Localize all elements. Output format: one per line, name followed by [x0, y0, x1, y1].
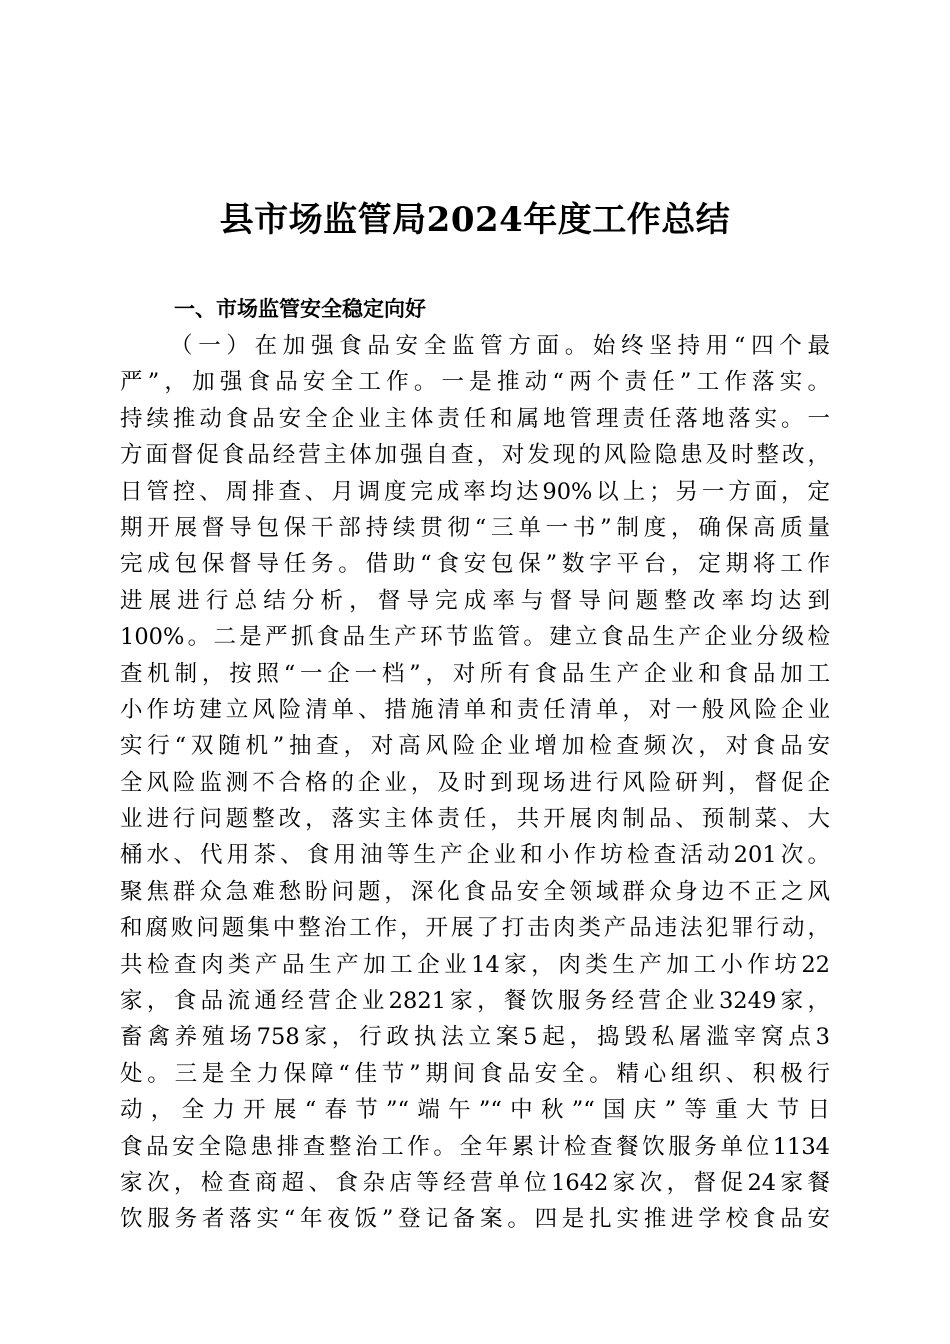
paragraph-line: 家次，检查商超、食杂店等经营单位1642家次，督促24家餐	[120, 1169, 830, 1196]
paragraph-line: 动，全力开展“春节”“端午”“中秋”“国庆”等重大节日	[120, 1097, 830, 1124]
document-title: 县市场监管局2024年度工作总结	[219, 200, 731, 240]
paragraph-line: 处。三是全力保障“佳节”期间食品安全。精心组织、积极行	[120, 1060, 830, 1087]
paragraph-line: 家，食品流通经营企业2821家，餐饮服务经营企业3249家，	[120, 988, 830, 1015]
paragraph-line: 畜禽养殖场758家，行政执法立案5起，捣毁私屠滥宰窝点3	[120, 1024, 830, 1051]
paragraph-line: 持续推动食品安全企业主体责任和属地管理责任落地落实。一	[120, 405, 830, 432]
paragraph-line: 和腐败问题集中整治工作，开展了打击肉类产品违法犯罪行动，	[120, 915, 830, 942]
body-paragraph	[120, 328, 830, 1238]
paragraph-line: 100%。二是严抓食品生产环节监管。建立食品生产企业分级检	[120, 624, 830, 651]
paragraph-line: 业进行问题整改，落实主体责任，共开展肉制品、预制菜、大	[120, 806, 830, 833]
paragraph-line: 日管控、周排查、月调度完成率均达90%以上；另一方面，定	[120, 478, 830, 505]
section-heading: 一、市场监管安全稳定向好	[174, 297, 426, 321]
paragraph-line: 查机制，按照“一企一档”，对所有食品生产企业和食品加工	[120, 660, 830, 687]
paragraph-line: 共检查肉类产品生产加工企业14家，肉类生产加工小作坊22	[120, 951, 830, 978]
paragraph-line: 严”，加强食品安全工作。一是推动“两个责任”工作落实。	[120, 369, 830, 396]
paragraph-line: 食品安全隐患排查整治工作。全年累计检查餐饮服务单位1134	[120, 1133, 830, 1160]
paragraph-line: 饮服务者落实“年夜饭”登记备案。四是扎实推进学校食品安	[120, 1206, 830, 1233]
paragraph-line: 小作坊建立风险清单、措施清单和责任清单，对一般风险企业	[120, 696, 830, 723]
paragraph-line: 桶水、代用茶、食用油等生产企业和小作坊检查活动201次。	[120, 842, 830, 869]
paragraph-line: 聚焦群众急难愁盼问题，深化食品安全领域群众身边不正之风	[120, 878, 830, 905]
paragraph-line: 全风险监测不合格的企业，及时到现场进行风险研判，督促企	[120, 769, 830, 796]
paragraph-line: 实行“双随机”抽查，对高风险企业增加检查频次，对食品安	[120, 733, 830, 760]
paragraph-line: 进展进行总结分析，督导完成率与督导问题整改率均达到	[120, 587, 830, 614]
paragraph-line: 期开展督导包保干部持续贯彻“三单一书”制度，确保高质量	[120, 514, 830, 541]
paragraph-line: 完成包保督导任务。借助“食安包保”数字平台，定期将工作	[120, 551, 830, 578]
paragraph-line: 方面督促食品经营主体加强自查，对发现的风险隐患及时整改，	[120, 442, 830, 469]
paragraph-line: （一）在加强食品安全监管方面。始终坚持用“四个最	[170, 333, 830, 359]
